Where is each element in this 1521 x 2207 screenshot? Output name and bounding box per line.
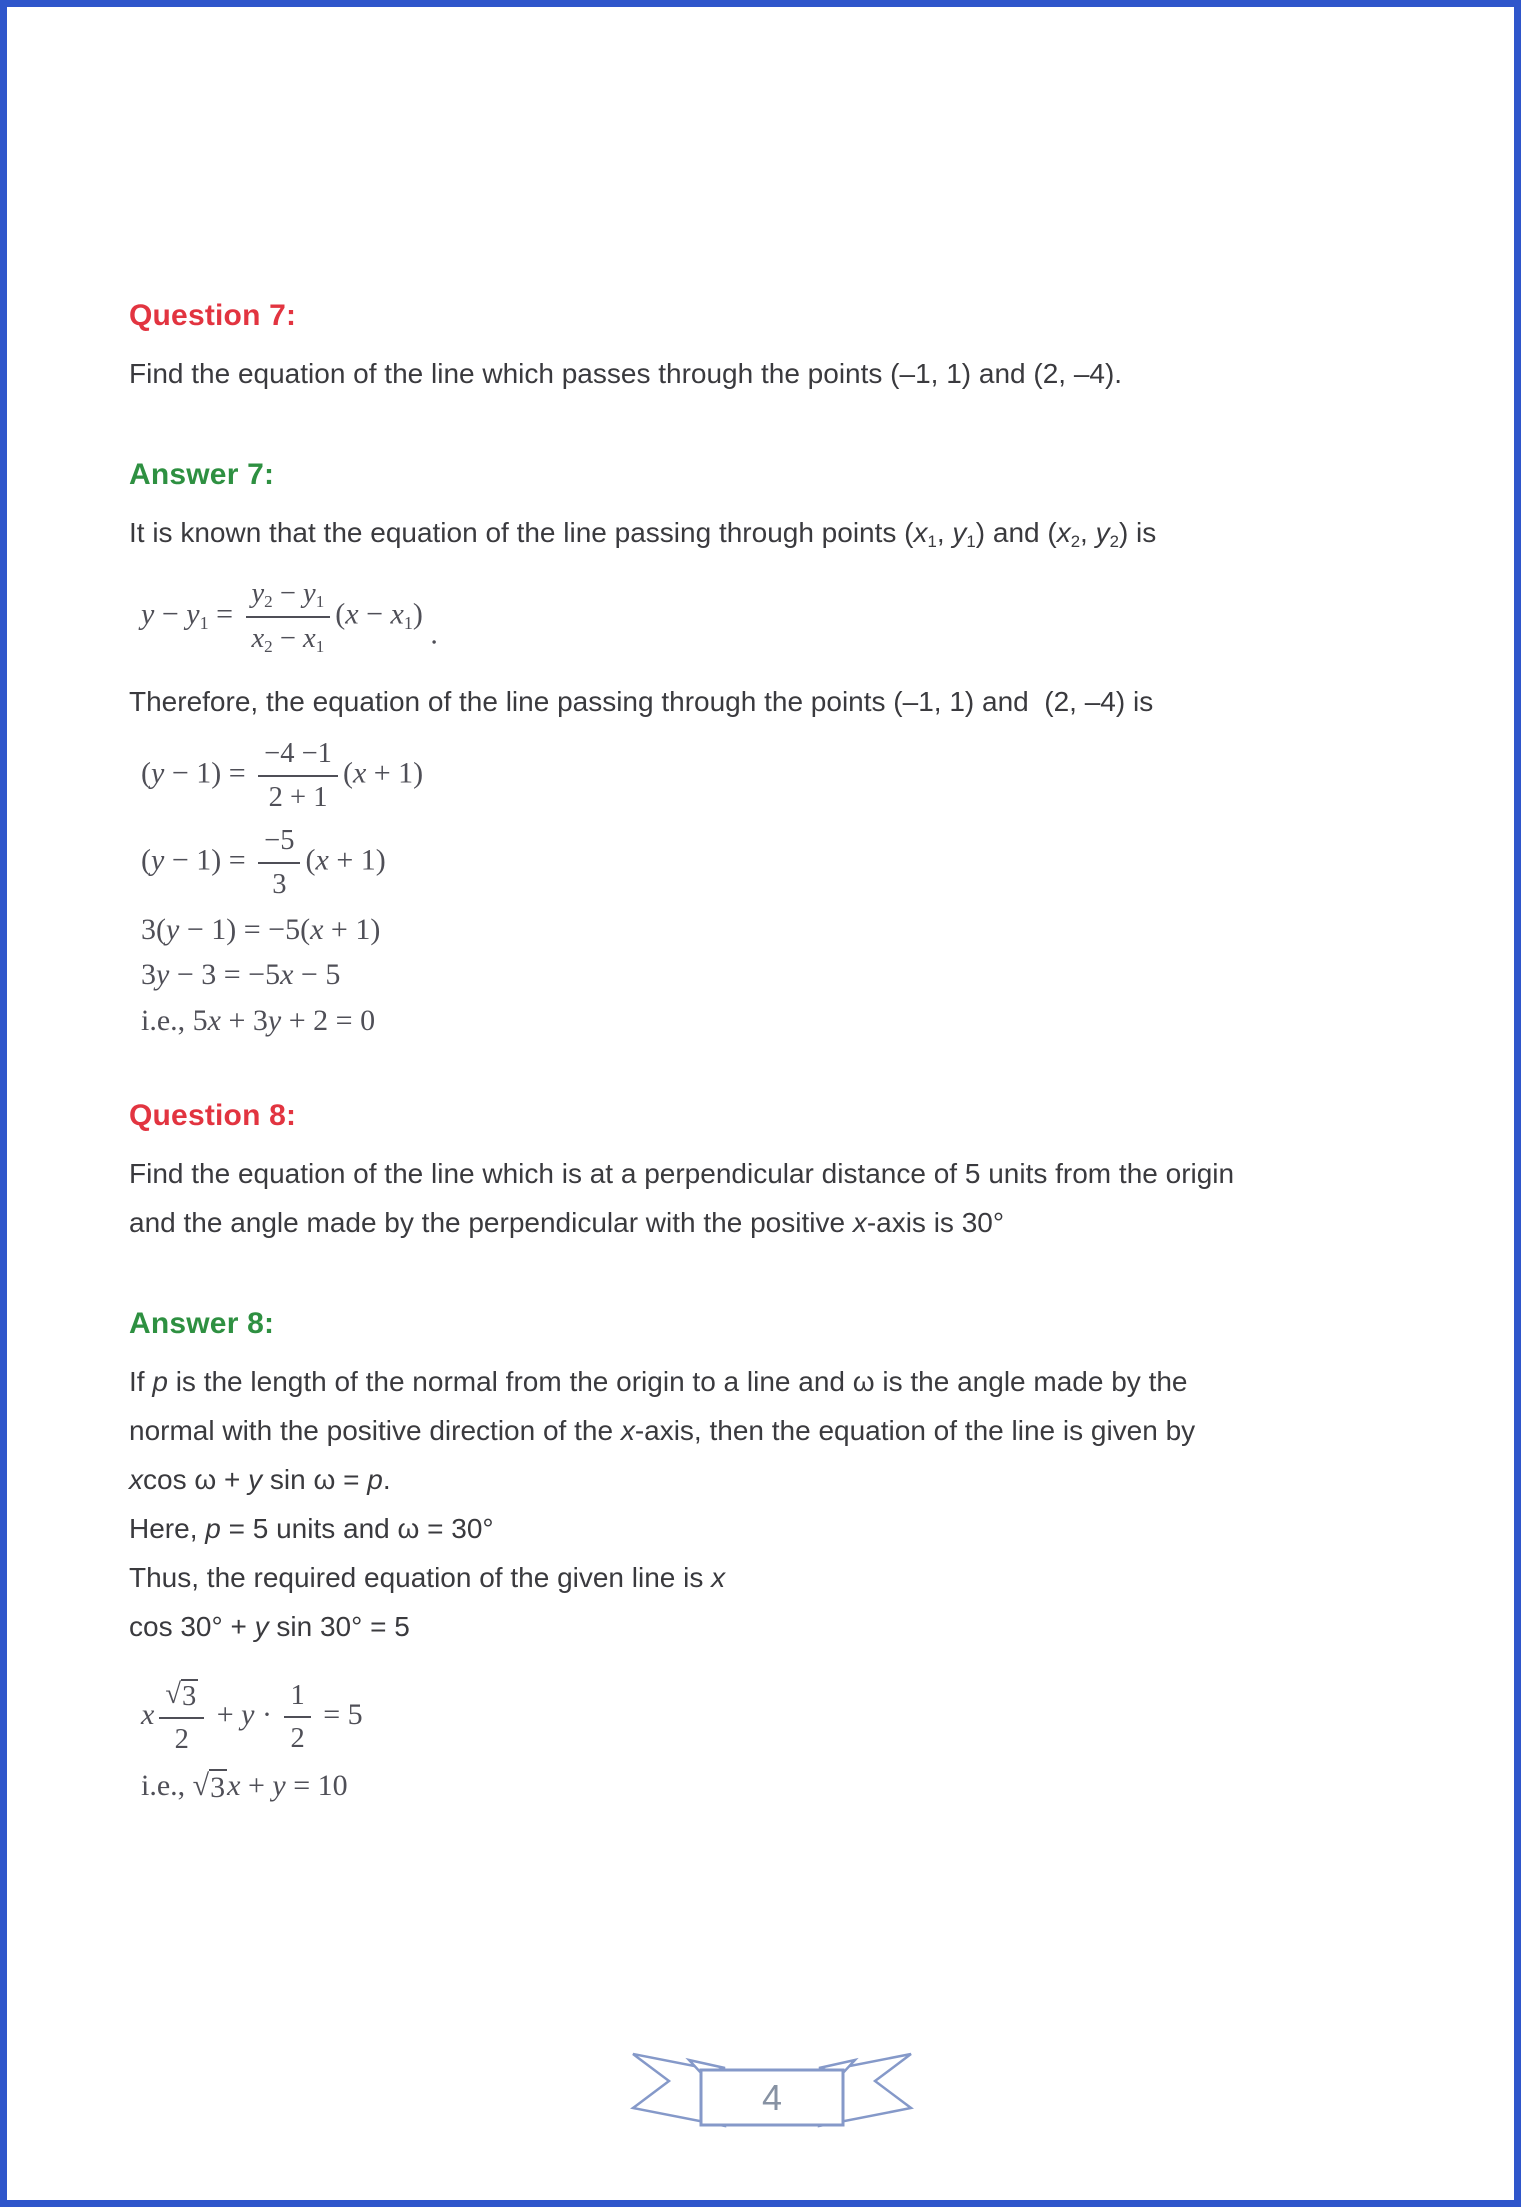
page-number-ribbon [629,2046,915,2131]
answer-8-paragraph-1: If p is the length of the normal from the origin to a line and ω is the angle made by the normal with the positive direction of the x-axis, then the equation of the line is given by xcos ω + y sin ω = p. [129,1366,1196,1495]
answer-8-paragraph-2: Here, p = 5 units and ω = 30° [129,1513,494,1544]
answer-8-paragraph-4: cos 30° + y sin 30° = 5 [129,1611,410,1642]
answer-8-paragraph-3: Thus, the required equation of the given line is x [129,1562,726,1593]
final-equation: i.e., √ 3 x + y = 10 [141,1769,348,1805]
equation-step-3: 3(y − 1) = −5(x + 1) [141,912,381,946]
question-7-heading: Question 7: [129,299,297,332]
page-number: 4 [761,2077,783,2118]
normal-form-equation: x √ 3 2 + y · $\frac{1}{2}$ = 5 [141,1677,1406,1757]
two-point-form-formula: $y - y_1$ = $\frac{y_2 - y_1}{x_2 - x_1}$ $(x - x_1)$ . [141,578,438,656]
answer-7-intro: It is known that the equation of the line passing through points ($x_1$, $y_1$) and ($x_2$, $y_2$) is [129,517,1157,552]
equation-step-5: i.e., 5x + 3y + 2 = 0 [141,1003,376,1037]
answer-7-therefore: Therefore, the equation of the line passing through the points (–1, 1) and (2, –4) is [129,686,1154,717]
answer-8-heading: Answer 8: [129,1307,275,1340]
question-8-text: Find the equation of the line which is at a perpendicular distance of 5 units from the origin and the angle made by the perpendicular with the positive x-axis is 30° [129,1158,1235,1238]
question-7-text: Find the equation of the line which passes through the points (–1, 1) and (2, –4). [129,358,1123,389]
question-8-heading: Question 8: [129,1099,297,1132]
page-content [7,7,1514,1806]
answer-7-heading: Answer 7: [129,458,275,491]
equation-step-1: (y − 1) = $\frac{-4 -1}{2 + 1}$ (x + 1) [141,736,1406,815]
equation-step-4: 3y − 3 = −5x − 5 [141,958,341,991]
equation-step-2: (y − 1) = $\frac{-5}{3}$ (x + 1) [141,823,1406,902]
